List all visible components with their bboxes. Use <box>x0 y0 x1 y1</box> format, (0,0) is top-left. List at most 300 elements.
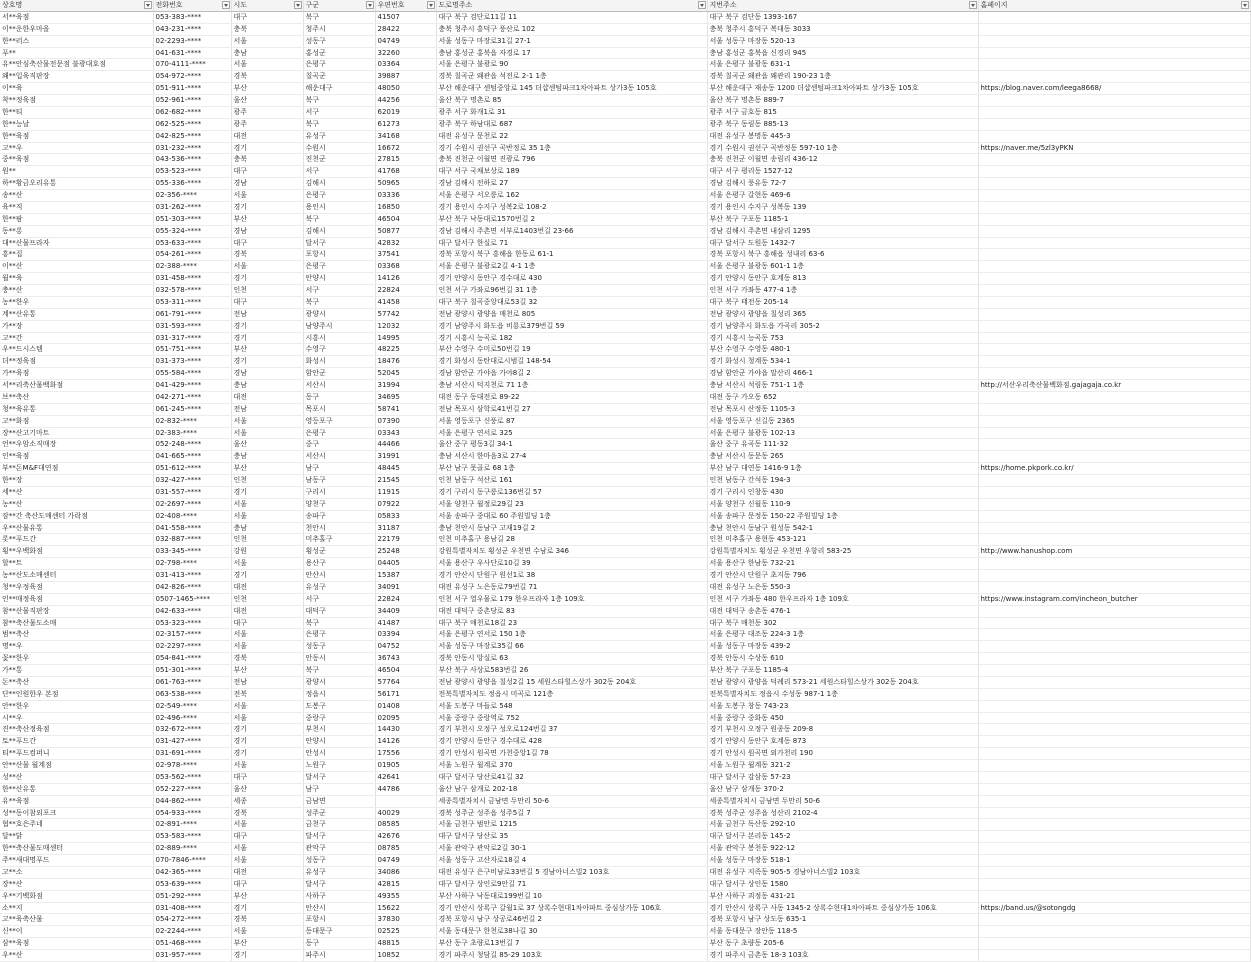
cell-phone[interactable]: 042-271-**** <box>153 391 231 403</box>
cell-district[interactable]: 안양시 <box>303 273 375 285</box>
cell-district[interactable]: 목포시 <box>303 403 375 415</box>
cell-homepage[interactable] <box>978 344 1250 356</box>
cell-province[interactable]: 경기 <box>231 902 303 914</box>
cell-homepage[interactable] <box>978 938 1250 950</box>
cell-lot-address[interactable]: 인천 미추홀구 용현동 453-121 <box>707 534 978 546</box>
cell-phone[interactable]: 02-2244-**** <box>153 926 231 938</box>
cell-phone[interactable]: 0507-1465-**** <box>153 593 231 605</box>
cell-name[interactable]: 신**이 <box>0 926 153 938</box>
cell-lot-address[interactable]: 경북 성주군 성주읍 성산리 2102-4 <box>707 807 978 819</box>
cell-phone[interactable]: 02-408-**** <box>153 510 231 522</box>
cell-province[interactable]: 대구 <box>231 237 303 249</box>
cell-name[interactable]: 우**산 <box>0 950 153 962</box>
cell-lot-address[interactable]: 대전 대덕구 송촌동 476-1 <box>707 605 978 617</box>
cell-name[interactable]: 왜**입육직판장 <box>0 71 153 83</box>
cell-district[interactable]: 안동시 <box>303 653 375 665</box>
cell-phone[interactable]: 032-887-**** <box>153 534 231 546</box>
cell-province[interactable]: 서울 <box>231 190 303 202</box>
cell-homepage[interactable] <box>978 415 1250 427</box>
cell-district[interactable]: 서산시 <box>303 451 375 463</box>
cell-phone[interactable]: 02-891-**** <box>153 819 231 831</box>
cell-road-address[interactable]: 경북 포항시 남구 상공로46번길 2 <box>436 914 707 926</box>
cell-province[interactable]: 경북 <box>231 71 303 83</box>
cell-name[interactable]: 성**산 <box>0 771 153 783</box>
cell-road-address[interactable]: 서울 도봉구 마들로 548 <box>436 700 707 712</box>
cell-name[interactable]: 고**우 <box>0 142 153 154</box>
cell-district[interactable]: 금남면 <box>303 795 375 807</box>
cell-road-address[interactable]: 경기 용인시 수지구 성복2로 108-2 <box>436 201 707 213</box>
cell-zipcode[interactable]: 04752 <box>375 641 436 653</box>
cell-zipcode[interactable]: 58741 <box>375 403 436 415</box>
cell-road-address[interactable]: 경북 포항시 북구 흥해읍 한동로 61-1 <box>436 249 707 261</box>
cell-district[interactable]: 은평구 <box>303 261 375 273</box>
cell-phone[interactable]: 033-345-**** <box>153 546 231 558</box>
cell-name[interactable]: 청**우정육점 <box>0 581 153 593</box>
cell-lot-address[interactable]: 경북 포항시 남구 상도동 635-1 <box>707 914 978 926</box>
cell-phone[interactable]: 053-633-**** <box>153 237 231 249</box>
cell-district[interactable]: 성동구 <box>303 641 375 653</box>
cell-district[interactable]: 북구 <box>303 11 375 23</box>
cell-district[interactable]: 동구 <box>303 938 375 950</box>
filter-dropdown-icon[interactable] <box>144 1 152 9</box>
cell-province[interactable]: 경북 <box>231 249 303 261</box>
cell-road-address[interactable]: 충남 서산시 덕지천로 71 1층 <box>436 380 707 392</box>
cell-lot-address[interactable]: 경기 화성시 청계동 534-1 <box>707 356 978 368</box>
cell-phone[interactable]: 053-323-**** <box>153 617 231 629</box>
cell-province[interactable]: 부산 <box>231 83 303 95</box>
cell-phone[interactable]: 02-2293-**** <box>153 35 231 47</box>
cell-lot-address[interactable]: 경기 안산시 단원구 초지동 796 <box>707 570 978 582</box>
cell-zipcode[interactable]: 57764 <box>375 676 436 688</box>
cell-road-address[interactable]: 부산 북구 사상로583번길 26 <box>436 665 707 677</box>
cell-district[interactable]: 김해시 <box>303 178 375 190</box>
cell-phone[interactable]: 054-972-**** <box>153 71 231 83</box>
cell-road-address[interactable]: 서울 송파구 중대로 60 주원빌딩 1층 <box>436 510 707 522</box>
cell-homepage[interactable] <box>978 106 1250 118</box>
cell-district[interactable]: 해운대구 <box>303 83 375 95</box>
cell-zipcode[interactable]: 18476 <box>375 356 436 368</box>
cell-homepage[interactable] <box>978 403 1250 415</box>
cell-homepage[interactable] <box>978 308 1250 320</box>
cell-zipcode[interactable]: 52045 <box>375 368 436 380</box>
cell-province[interactable]: 전북 <box>231 688 303 700</box>
cell-name[interactable]: 한**축산물도매센터 <box>0 843 153 855</box>
cell-province[interactable]: 인천 <box>231 534 303 546</box>
cell-lot-address[interactable]: 인천 서구 가좌동 480 한우프라자 1층 109호 <box>707 593 978 605</box>
cell-zipcode[interactable]: 22824 <box>375 285 436 297</box>
cell-province[interactable]: 대전 <box>231 866 303 878</box>
cell-homepage[interactable]: https://blog.naver.com/leega8668/ <box>978 83 1250 95</box>
cell-phone[interactable]: 031-317-**** <box>153 332 231 344</box>
cell-phone[interactable]: 055-584-**** <box>153 368 231 380</box>
cell-homepage[interactable] <box>978 641 1250 653</box>
cell-lot-address[interactable]: 서울 용산구 한남동 732-21 <box>707 558 978 570</box>
cell-lot-address[interactable]: 경남 김해시 주촌면 내삼리 1295 <box>707 225 978 237</box>
cell-homepage[interactable] <box>978 11 1250 23</box>
cell-district[interactable]: 은평구 <box>303 629 375 641</box>
cell-province[interactable]: 경기 <box>231 320 303 332</box>
cell-zipcode[interactable]: 44786 <box>375 783 436 795</box>
cell-province[interactable]: 인천 <box>231 285 303 297</box>
cell-homepage[interactable] <box>978 332 1250 344</box>
cell-lot-address[interactable]: 충북 청주시 흥덕구 복대동 3033 <box>707 23 978 35</box>
filter-dropdown-icon[interactable] <box>969 1 977 9</box>
cell-province[interactable]: 서울 <box>231 629 303 641</box>
cell-name[interactable]: 소**지 <box>0 902 153 914</box>
cell-zipcode[interactable]: 49355 <box>375 890 436 902</box>
cell-zipcode[interactable]: 50877 <box>375 225 436 237</box>
cell-district[interactable]: 천안시 <box>303 522 375 534</box>
cell-homepage[interactable] <box>978 356 1250 368</box>
cell-district[interactable]: 송파구 <box>303 510 375 522</box>
cell-lot-address[interactable]: 서울 송파구 문정동 150-22 주원빌딩 1층 <box>707 510 978 522</box>
cell-road-address[interactable]: 대구 달서구 당산로41길 32 <box>436 771 707 783</box>
cell-homepage[interactable] <box>978 368 1250 380</box>
cell-lot-address[interactable]: 부산 해운대구 재송동 1200 더샵센텀파크1차아파트 상가3동 105호 <box>707 83 978 95</box>
cell-province[interactable]: 인천 <box>231 593 303 605</box>
cell-lot-address[interactable]: 서울 금천구 독산동 292-10 <box>707 819 978 831</box>
cell-phone[interactable]: 02-978-**** <box>153 760 231 772</box>
cell-road-address[interactable]: 부산 해운대구 센텀중앙로 145 더샵센텀파크1차아파트 상가3동 105호 <box>436 83 707 95</box>
cell-road-address[interactable]: 울산 남구 삼개로 202-18 <box>436 783 707 795</box>
cell-district[interactable]: 남양주시 <box>303 320 375 332</box>
cell-district[interactable]: 부천시 <box>303 724 375 736</box>
cell-homepage[interactable] <box>978 261 1250 273</box>
cell-name[interactable]: 우**산물유통 <box>0 522 153 534</box>
cell-homepage[interactable] <box>978 391 1250 403</box>
cell-lot-address[interactable]: 대전 유성구 봉명동 445-3 <box>707 130 978 142</box>
cell-zipcode[interactable]: 50965 <box>375 178 436 190</box>
cell-zipcode[interactable]: 42832 <box>375 237 436 249</box>
cell-province[interactable]: 대구 <box>231 831 303 843</box>
cell-phone[interactable]: 061-763-**** <box>153 676 231 688</box>
cell-zipcode[interactable]: 31994 <box>375 380 436 392</box>
cell-phone[interactable]: 042-826-**** <box>153 581 231 593</box>
cell-lot-address[interactable]: 대전 동구 가오동 652 <box>707 391 978 403</box>
cell-zipcode[interactable]: 44466 <box>375 439 436 451</box>
cell-zipcode[interactable]: 42641 <box>375 771 436 783</box>
cell-phone[interactable]: 02-832-**** <box>153 415 231 427</box>
cell-zipcode[interactable]: 37830 <box>375 914 436 926</box>
cell-zipcode[interactable]: 62019 <box>375 106 436 118</box>
cell-homepage[interactable] <box>978 427 1250 439</box>
cell-province[interactable]: 경기 <box>231 486 303 498</box>
cell-zipcode[interactable]: 14995 <box>375 332 436 344</box>
cell-district[interactable]: 은평구 <box>303 190 375 202</box>
cell-homepage[interactable] <box>978 617 1250 629</box>
cell-road-address[interactable]: 대구 서구 국채보상로 189 <box>436 166 707 178</box>
cell-province[interactable]: 충남 <box>231 451 303 463</box>
cell-zipcode[interactable]: 05833 <box>375 510 436 522</box>
cell-name[interactable]: 꽃**한우 <box>0 653 153 665</box>
cell-name[interactable]: 브**축산 <box>0 391 153 403</box>
cell-homepage[interactable] <box>978 581 1250 593</box>
cell-road-address[interactable]: 경기 구리시 동구릉로136번길 57 <box>436 486 707 498</box>
cell-district[interactable]: 은평구 <box>303 59 375 71</box>
cell-lot-address[interactable]: 전북특별자치도 정읍시 수성동 987-1 1층 <box>707 688 978 700</box>
cell-homepage[interactable] <box>978 71 1250 83</box>
cell-province[interactable]: 충북 <box>231 23 303 35</box>
cell-zipcode[interactable]: 31991 <box>375 451 436 463</box>
cell-province[interactable]: 경기 <box>231 201 303 213</box>
cell-zipcode[interactable]: 15622 <box>375 902 436 914</box>
cell-phone[interactable]: 031-262-**** <box>153 201 231 213</box>
cell-homepage[interactable] <box>978 486 1250 498</box>
cell-province[interactable]: 광주 <box>231 106 303 118</box>
column-header-phone[interactable]: 전화번호 <box>153 0 231 11</box>
cell-name[interactable]: 한**능날 <box>0 118 153 130</box>
cell-name[interactable]: 단**인원한우 본점 <box>0 688 153 700</box>
cell-name[interactable]: 이**산 <box>0 261 153 273</box>
cell-province[interactable]: 서울 <box>231 427 303 439</box>
cell-phone[interactable]: 041-631-**** <box>153 47 231 59</box>
cell-district[interactable]: 진천군 <box>303 154 375 166</box>
cell-name[interactable]: 시**우 <box>0 712 153 724</box>
filter-dropdown-icon[interactable] <box>1241 1 1249 9</box>
cell-district[interactable]: 용인시 <box>303 201 375 213</box>
cell-homepage[interactable] <box>978 225 1250 237</box>
cell-name[interactable]: 육**직 <box>0 201 153 213</box>
cell-phone[interactable]: 02-889-**** <box>153 843 231 855</box>
cell-road-address[interactable]: 서울 노원구 월계로 370 <box>436 760 707 772</box>
cell-road-address[interactable]: 서울 은평구 연서로 150 1층 <box>436 629 707 641</box>
cell-province[interactable]: 서울 <box>231 510 303 522</box>
cell-zipcode[interactable]: 41507 <box>375 11 436 23</box>
cell-district[interactable]: 북구 <box>303 95 375 107</box>
cell-lot-address[interactable]: 경기 안양시 동안구 호계동 873 <box>707 736 978 748</box>
cell-province[interactable]: 전남 <box>231 403 303 415</box>
cell-name[interactable]: 하**황금오리유통 <box>0 178 153 190</box>
cell-zipcode[interactable]: 57742 <box>375 308 436 320</box>
cell-province[interactable]: 부산 <box>231 463 303 475</box>
cell-name[interactable]: 명**우 <box>0 641 153 653</box>
cell-road-address[interactable]: 인천 서구 가좌로96번길 31 1층 <box>436 285 707 297</box>
filter-dropdown-icon[interactable] <box>698 1 706 9</box>
cell-road-address[interactable]: 인천 남동구 석산로 161 <box>436 475 707 487</box>
cell-province[interactable]: 서울 <box>231 926 303 938</box>
cell-province[interactable]: 전남 <box>231 308 303 320</box>
cell-province[interactable]: 서울 <box>231 641 303 653</box>
cell-lot-address[interactable]: 경기 안성시 원곡면 외가천리 190 <box>707 748 978 760</box>
cell-homepage[interactable] <box>978 23 1250 35</box>
cell-homepage[interactable] <box>978 166 1250 178</box>
cell-name[interactable]: 월**육 <box>0 273 153 285</box>
cell-name[interactable]: 안**한우 <box>0 700 153 712</box>
cell-name[interactable]: 이**육 <box>0 83 153 95</box>
cell-province[interactable]: 대구 <box>231 166 303 178</box>
cell-homepage[interactable]: http://서산우리축산물백화점.gajagaja.co.kr <box>978 380 1250 392</box>
cell-name[interactable]: 충**산 <box>0 285 153 297</box>
cell-road-address[interactable]: 서울 은평구 불광로2길 4-1 1층 <box>436 261 707 273</box>
cell-zipcode[interactable]: 17556 <box>375 748 436 760</box>
cell-phone[interactable]: 042-633-**** <box>153 605 231 617</box>
cell-zipcode[interactable]: 36743 <box>375 653 436 665</box>
cell-phone[interactable]: 053-562-**** <box>153 771 231 783</box>
cell-zipcode[interactable]: 39887 <box>375 71 436 83</box>
cell-lot-address[interactable]: 대구 북구 매천동 302 <box>707 617 978 629</box>
cell-district[interactable]: 관악구 <box>303 843 375 855</box>
cell-name[interactable]: 유**육점 <box>0 795 153 807</box>
cell-zipcode[interactable]: 14126 <box>375 736 436 748</box>
cell-phone[interactable]: 02-356-**** <box>153 190 231 202</box>
cell-phone[interactable]: 031-408-**** <box>153 902 231 914</box>
cell-homepage[interactable]: https://band.us/@sotongdg <box>978 902 1250 914</box>
cell-lot-address[interactable]: 서울 은평구 불광동 631-1 <box>707 59 978 71</box>
cell-phone[interactable]: 031-373-**** <box>153 356 231 368</box>
cell-homepage[interactable] <box>978 771 1250 783</box>
cell-road-address[interactable]: 대구 북구 매천로18길 23 <box>436 617 707 629</box>
cell-phone[interactable]: 051-301-**** <box>153 665 231 677</box>
cell-road-address[interactable]: 충남 홍성군 홍북읍 자경로 17 <box>436 47 707 59</box>
cell-lot-address[interactable]: 경기 파주시 금촌동 18-3 103호 <box>707 950 978 962</box>
cell-name[interactable]: 우**드시스템 <box>0 344 153 356</box>
cell-phone[interactable]: 042-365-**** <box>153 866 231 878</box>
cell-province[interactable]: 경기 <box>231 748 303 760</box>
cell-zipcode[interactable]: 02525 <box>375 926 436 938</box>
cell-name[interactable]: 흥**집 <box>0 249 153 261</box>
cell-zipcode[interactable]: 28422 <box>375 23 436 35</box>
cell-name[interactable]: 고**육축산물 <box>0 914 153 926</box>
cell-lot-address[interactable]: 대구 달서구 본리동 145-2 <box>707 831 978 843</box>
cell-zipcode[interactable]: 08785 <box>375 843 436 855</box>
cell-zipcode[interactable]: 10852 <box>375 950 436 962</box>
cell-province[interactable]: 울산 <box>231 95 303 107</box>
cell-road-address[interactable]: 서울 은평구 불광로 90 <box>436 59 707 71</box>
cell-province[interactable]: 경기 <box>231 724 303 736</box>
cell-district[interactable]: 사하구 <box>303 890 375 902</box>
cell-province[interactable]: 대전 <box>231 581 303 593</box>
cell-province[interactable]: 부산 <box>231 344 303 356</box>
cell-district[interactable]: 유성구 <box>303 130 375 142</box>
cell-phone[interactable]: 031-957-**** <box>153 950 231 962</box>
cell-phone[interactable]: 02-496-**** <box>153 712 231 724</box>
cell-district[interactable]: 북구 <box>303 296 375 308</box>
cell-district[interactable]: 남구 <box>303 463 375 475</box>
cell-homepage[interactable] <box>978 665 1250 677</box>
cell-district[interactable]: 서산시 <box>303 380 375 392</box>
cell-homepage[interactable] <box>978 213 1250 225</box>
cell-district[interactable]: 달서구 <box>303 831 375 843</box>
cell-district[interactable]: 포항시 <box>303 249 375 261</box>
cell-province[interactable]: 서울 <box>231 261 303 273</box>
cell-province[interactable]: 전남 <box>231 676 303 688</box>
cell-province[interactable]: 대전 <box>231 391 303 403</box>
cell-phone[interactable]: 02-798-**** <box>153 558 231 570</box>
cell-district[interactable]: 화성시 <box>303 356 375 368</box>
cell-homepage[interactable] <box>978 866 1250 878</box>
column-header-lot-address[interactable]: 지번주소 <box>707 0 978 11</box>
cell-lot-address[interactable]: 인천 서구 가좌동 477-4 1층 <box>707 285 978 297</box>
column-header-district[interactable]: 구군 <box>303 0 375 11</box>
cell-road-address[interactable]: 경북 칠곡군 왜관읍 석전로 2-1 1층 <box>436 71 707 83</box>
cell-province[interactable]: 경기 <box>231 736 303 748</box>
cell-homepage[interactable] <box>978 475 1250 487</box>
cell-phone[interactable]: 02-549-**** <box>153 700 231 712</box>
cell-district[interactable]: 달서구 <box>303 771 375 783</box>
cell-lot-address[interactable]: 경북 포항시 북구 흥해읍 성내리 63-6 <box>707 249 978 261</box>
cell-district[interactable]: 도봉구 <box>303 700 375 712</box>
cell-phone[interactable]: 053-583-**** <box>153 831 231 843</box>
cell-zipcode[interactable]: 32260 <box>375 47 436 59</box>
cell-district[interactable]: 성주군 <box>303 807 375 819</box>
cell-phone[interactable]: 052-248-**** <box>153 439 231 451</box>
cell-name[interactable]: 고**화점 <box>0 415 153 427</box>
cell-homepage[interactable] <box>978 498 1250 510</box>
cell-district[interactable]: 홍성군 <box>303 47 375 59</box>
cell-phone[interactable]: 02-383-**** <box>153 427 231 439</box>
cell-lot-address[interactable]: 서울 은평구 대조동 224-3 1층 <box>707 629 978 641</box>
cell-road-address[interactable]: 전남 목포시 삼학로41번길 27 <box>436 403 707 415</box>
cell-homepage[interactable] <box>978 285 1250 297</box>
cell-lot-address[interactable]: 서울 성동구 마장동 439-2 <box>707 641 978 653</box>
cell-zipcode[interactable]: 16672 <box>375 142 436 154</box>
cell-homepage[interactable] <box>978 47 1250 59</box>
cell-lot-address[interactable]: 부산 수영구 수영동 480-1 <box>707 344 978 356</box>
cell-phone[interactable]: 051-468-**** <box>153 938 231 950</box>
cell-name[interactable]: 삼**육점 <box>0 938 153 950</box>
cell-zipcode[interactable]: 42815 <box>375 878 436 890</box>
cell-road-address[interactable]: 인천 미추홀구 용남길 28 <box>436 534 707 546</box>
cell-road-address[interactable]: 강원특별자치도 횡성군 우천면 수남로 346 <box>436 546 707 558</box>
cell-homepage[interactable] <box>978 712 1250 724</box>
cell-zipcode[interactable]: 34091 <box>375 581 436 593</box>
cell-lot-address[interactable]: 세종특별자치시 금남면 두만리 50-6 <box>707 795 978 807</box>
cell-road-address[interactable]: 서울 양천구 월정로29길 23 <box>436 498 707 510</box>
cell-road-address[interactable]: 경북 안동시 앙실로 63 <box>436 653 707 665</box>
cell-phone[interactable]: 051-751-**** <box>153 344 231 356</box>
cell-district[interactable]: 안산시 <box>303 570 375 582</box>
cell-homepage[interactable]: http://www.hanushop.com <box>978 546 1250 558</box>
cell-homepage[interactable] <box>978 878 1250 890</box>
cell-phone[interactable]: 053-383-**** <box>153 11 231 23</box>
cell-lot-address[interactable]: 강원특별자치도 횡성군 우천면 우항리 583-25 <box>707 546 978 558</box>
cell-phone[interactable]: 02-388-**** <box>153 261 231 273</box>
cell-lot-address[interactable]: 대구 달서구 감삼동 57-23 <box>707 771 978 783</box>
cell-lot-address[interactable]: 대구 서구 평리동 1527-12 <box>707 166 978 178</box>
cell-district[interactable]: 미추홀구 <box>303 534 375 546</box>
cell-district[interactable]: 북구 <box>303 665 375 677</box>
cell-name[interactable]: 동**롱 <box>0 225 153 237</box>
cell-lot-address[interactable]: 광주 서구 금호동 815 <box>707 106 978 118</box>
cell-province[interactable]: 충남 <box>231 47 303 59</box>
cell-zipcode[interactable]: 04749 <box>375 855 436 867</box>
cell-road-address[interactable]: 대전 대덕구 중촌당로 83 <box>436 605 707 617</box>
filter-dropdown-icon[interactable] <box>366 1 374 9</box>
cell-district[interactable]: 북구 <box>303 118 375 130</box>
cell-road-address[interactable]: 서울 용산구 우사단로10길 39 <box>436 558 707 570</box>
cell-zipcode[interactable]: 41487 <box>375 617 436 629</box>
cell-lot-address[interactable]: 울산 북구 명촌동 889-7 <box>707 95 978 107</box>
cell-province[interactable]: 서울 <box>231 819 303 831</box>
cell-district[interactable]: 노원구 <box>303 760 375 772</box>
cell-lot-address[interactable]: 인천 남동구 간석동 194-3 <box>707 475 978 487</box>
cell-zipcode[interactable]: 56171 <box>375 688 436 700</box>
cell-road-address[interactable]: 세종특별자치시 금남면 두만리 50-6 <box>436 795 707 807</box>
cell-name[interactable]: 티**푸드컴퍼니 <box>0 748 153 760</box>
cell-lot-address[interactable]: 울산 중구 유곡동 111-32 <box>707 439 978 451</box>
cell-district[interactable]: 수원시 <box>303 142 375 154</box>
cell-phone[interactable]: 052-227-**** <box>153 783 231 795</box>
cell-lot-address[interactable]: 부산 남구 대연동 1416-9 1층 <box>707 463 978 475</box>
cell-lot-address[interactable]: 경남 함안군 가야읍 말산리 466-1 <box>707 368 978 380</box>
cell-zipcode[interactable]: 37541 <box>375 249 436 261</box>
cell-homepage[interactable] <box>978 201 1250 213</box>
cell-name[interactable]: 농**산도소매센터 <box>0 570 153 582</box>
cell-district[interactable]: 유성구 <box>303 581 375 593</box>
cell-lot-address[interactable]: 광주 북구 동림동 885-13 <box>707 118 978 130</box>
cell-homepage[interactable] <box>978 118 1250 130</box>
cell-province[interactable]: 대구 <box>231 771 303 783</box>
